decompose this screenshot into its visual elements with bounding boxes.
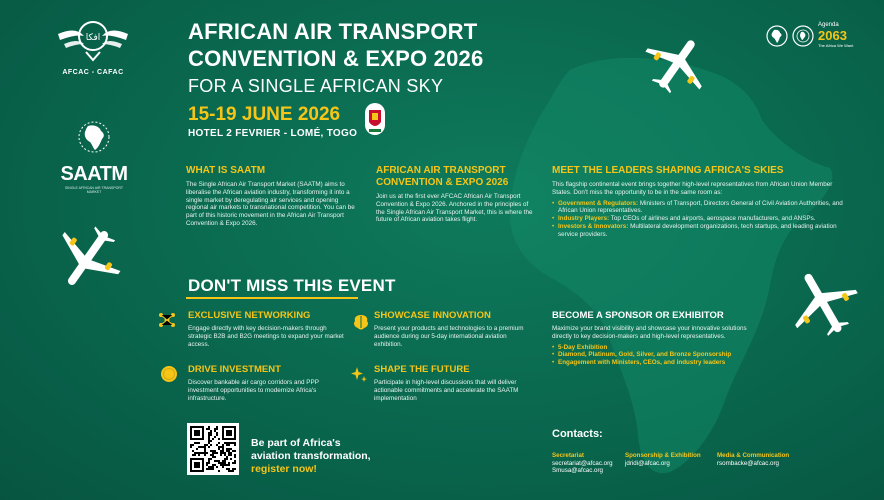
convention-heading-line-1: AFRICAN AIR TRANSPORT bbox=[376, 165, 506, 176]
agenda-2063-logo bbox=[818, 22, 853, 49]
event-dates: 15-19 JUNE 2026 bbox=[188, 104, 341, 125]
afcac-caption: AFCAC - CAFAC bbox=[62, 69, 124, 76]
africa-map-silhouette bbox=[500, 40, 840, 480]
partner-logos bbox=[766, 22, 853, 49]
leaders-item-text: Multilateral development organizations, tech startups, and leading aviation service providers. bbox=[558, 222, 837, 238]
title-line-2: CONVENTION & EXPO 2026 bbox=[188, 46, 484, 71]
saatm-wordmark: SAATM bbox=[60, 163, 128, 185]
what-is-saatm-body: The Single African Air Transport Market (SAATM) aims to liberalise the African aviation industry, transforming it into a single market by deregulating air services and opening regional air markets to transnational competition. You can be part of this historic movement in the African Air Transport Convention & Expo 2026. bbox=[186, 181, 355, 227]
contact-label: Media & Communication bbox=[717, 452, 790, 459]
network-icon bbox=[158, 311, 176, 329]
contact-secretariat bbox=[552, 452, 613, 475]
feature-investment bbox=[188, 364, 348, 402]
togo-crest-icon bbox=[364, 102, 386, 136]
feature-networking bbox=[188, 310, 348, 348]
heading-underline bbox=[186, 297, 358, 299]
sparkle-icon bbox=[350, 366, 368, 384]
contact-label: Sponsorship & Exhibition bbox=[625, 452, 701, 459]
african-union-emblem-icon bbox=[766, 25, 788, 47]
cta-line-2: aviation transformation, bbox=[251, 450, 371, 462]
contact-email[interactable]: Smusa@afcac.org bbox=[552, 467, 603, 475]
feature-title: EXCLUSIVE NETWORKING bbox=[188, 310, 311, 321]
what-is-saatm-section bbox=[186, 165, 356, 228]
airplane-icon-left bbox=[52, 222, 124, 294]
list-item bbox=[552, 215, 844, 223]
sponsor-section bbox=[552, 310, 762, 367]
feature-future bbox=[374, 364, 524, 402]
title-line-1: AFRICAN AIR TRANSPORT bbox=[188, 19, 478, 44]
page-title bbox=[188, 18, 483, 72]
sponsor-body: Maximize your brand visibility and showcase your innovative solutions directly to key decision-makers and high-level representatives. bbox=[552, 325, 747, 340]
registration-cta bbox=[251, 437, 371, 476]
list-item bbox=[552, 200, 844, 216]
airplane-icon bbox=[640, 34, 714, 94]
event-venue: HOTEL 2 FEVRIER - LOMÉ, TOGO bbox=[188, 128, 358, 139]
registration-qr-code[interactable] bbox=[187, 423, 239, 475]
convention-section bbox=[376, 165, 536, 224]
leaders-item-label: Government & Regulators: bbox=[558, 199, 639, 207]
agenda-label: Agenda bbox=[818, 22, 839, 28]
list-item: • Engagement with Ministers, CEOs, and industry leaders bbox=[552, 359, 762, 367]
leaders-heading: MEET THE LEADERS SHAPING AFRICA'S SKIES bbox=[552, 165, 784, 176]
airplane-icon-right bbox=[784, 268, 862, 338]
convention-body: Join us at the first ever AFCAC African Air Transport Convention & Expo 2026. Anchored in the principles of the Single African Air Transport Market, this is where the future of African aviation takes flight. bbox=[376, 193, 533, 224]
convention-heading-line-2: CONVENTION & EXPO 2026 bbox=[376, 177, 509, 188]
feature-title: SHOWCASE INNOVATION bbox=[374, 310, 491, 321]
saatm-tagline: SINGLE AFRICAN AIR TRANSPORT MARKET bbox=[64, 186, 124, 194]
brain-icon bbox=[352, 313, 370, 331]
afcac-logo bbox=[56, 14, 130, 76]
what-is-saatm-heading: WHAT IS SAATM bbox=[186, 165, 266, 176]
coin-icon bbox=[160, 365, 178, 383]
feature-body: Engage directly with key decision-makers through strategic B2B and B2G meetings to expand your market access. bbox=[188, 325, 344, 348]
feature-body: Discover bankable air cargo corridors and PPP investment opportunities to modernize Africa's infrastructure. bbox=[188, 379, 319, 402]
feature-innovation bbox=[374, 310, 534, 348]
list-item: • 5-Day Exhibition bbox=[552, 344, 762, 352]
list-item: • Diamond, Platinum, Gold, Silver, and Bronze Sponsorship bbox=[552, 351, 762, 359]
contact-email[interactable]: secretariat@afcac.org bbox=[552, 459, 613, 467]
agenda-tagline: The Africa We Want bbox=[818, 43, 854, 48]
leaders-item-label: Industry Players: bbox=[558, 215, 610, 223]
saatm-logo bbox=[58, 118, 130, 194]
cta-line-1: Be part of Africa's bbox=[251, 437, 341, 449]
contacts-heading: Contacts: bbox=[552, 428, 603, 440]
svg-text:افكا: افكا bbox=[85, 33, 101, 43]
au-commission-emblem-icon bbox=[792, 25, 814, 47]
page-subtitle: FOR A SINGLE AFRICAN SKY bbox=[188, 76, 444, 96]
sponsor-list bbox=[552, 344, 762, 367]
saatm-africa-sun-icon bbox=[74, 118, 114, 156]
feature-body: Participate in high-level discussions that will deliver actionable commitments and accelerate the SAATM implementation bbox=[374, 379, 519, 402]
contact-email[interactable]: rsombacke@afcac.org bbox=[717, 459, 779, 467]
leaders-item-text: Ministers of Transport, Directors General of Civil Aviation Authorities, and African Union representatives. bbox=[558, 199, 843, 215]
list-item bbox=[552, 223, 844, 239]
leaders-item-text: Top CEOs of airlines and airports, aerospace manufacturers, and ANSPs. bbox=[609, 215, 816, 223]
leaders-section bbox=[552, 165, 844, 239]
leaders-item-label: Investors & Innovators: bbox=[558, 222, 629, 230]
contact-label: Secretariat bbox=[552, 452, 584, 459]
feature-body: Present your products and technologies to a premium audience during our 5-day international aviation exhibition. bbox=[374, 325, 524, 348]
afcac-emblem-icon bbox=[56, 14, 130, 62]
leaders-list bbox=[552, 200, 844, 239]
leaders-intro: This flagship continental event brings together high-level representatives from African Union Member States. Don't miss the opportunity to be in the same room as: bbox=[552, 181, 833, 196]
feature-title: DRIVE INVESTMENT bbox=[188, 364, 281, 375]
agenda-year: 2063 bbox=[818, 28, 847, 43]
dont-miss-heading: DON'T MISS THIS EVENT bbox=[188, 276, 396, 295]
qr-code-icon bbox=[190, 426, 236, 472]
contact-media bbox=[717, 452, 789, 467]
sponsor-heading: BECOME A SPONSOR OR EXHIBITOR bbox=[552, 310, 724, 321]
register-now-link[interactable]: register now! bbox=[251, 463, 317, 475]
contact-sponsorship bbox=[625, 452, 701, 467]
contact-email[interactable]: jdridi@afcac.org bbox=[625, 459, 670, 467]
feature-title: SHAPE THE FUTURE bbox=[374, 364, 470, 375]
